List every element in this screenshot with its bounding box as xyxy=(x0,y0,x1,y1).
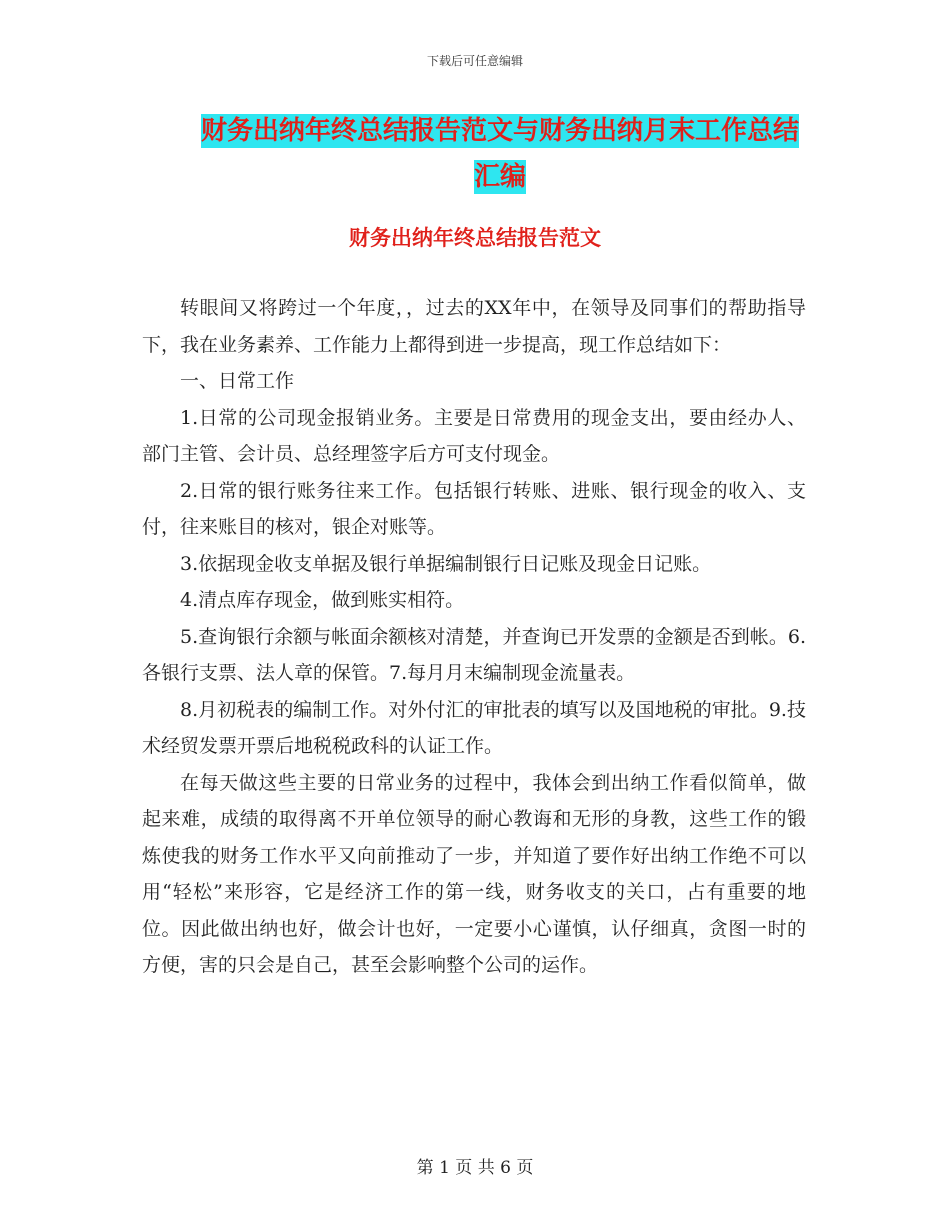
document-title-line-2: 汇编 xyxy=(473,162,526,192)
paragraph-item-4: 4.清点库存现金，做到账实相符。 xyxy=(180,589,465,611)
paragraph-item-1: 1.日常的公司现金报销业务。主要是日常费用的现金支出，要由经办人、部门主管、会计员、总经理签字后方可支付现金。 xyxy=(142,406,806,465)
paragraph-item-8-9: 8.月初税表的编制工作。对外付汇的审批表的填写以及国地税的审批。9.技术经贸发票开票后地税税政科的认证工作。 xyxy=(142,698,806,757)
paragraph-subheading-daily-work: 一、日常工作 xyxy=(180,370,295,392)
paragraph-item-2: 2.日常的银行账务往来工作。包括银行转账、进账、银行现金的收入、支付，往来账目的核对，银企对账等。 xyxy=(142,479,806,538)
document-title-line-1: 财务出纳年终总结报告范文与财务出纳月末工作总结 xyxy=(200,116,799,146)
body-text xyxy=(142,290,806,984)
section-heading: 财务出纳年终总结报告范文 xyxy=(349,226,601,250)
document-title xyxy=(140,108,860,200)
paragraph-reflection: 在每天做这些主要的日常业务的过程中，我体会到出纳工作看似简单，做起来难，成绩的取得离不开单位领导的耐心教诲和无形的身教，这些工作的锻炼使我的财务工作水平又向前推动了一步，并知道了要作好出纳工作绝不可以用“轻松”来形容，它是经济工作的第一线，财务收支的关口，占有重要的地位。因此做出纳也好，做会计也好，一定要小心谨慎，认仔细真，贪图一时的方便，害的只会是自己，甚至会影响整个公司的运作。 xyxy=(142,771,806,976)
paragraph-item-3: 3.依据现金收支单据及银行单据编制银行日记账及现金日记账。 xyxy=(180,552,712,575)
paragraph-intro: 转眼间又将跨过一个年度，，过去的XX年中，在领导及同事们的帮助指导下，我在业务素养、工作能力上都得到进一步提高，现工作总结如下： xyxy=(142,297,806,356)
paragraph-item-5-7: 5.查询银行余额与帐面余额核对清楚，并查询已开发票的金额是否到帐。6.各银行支票、法人章的保管。7.每月月末编制现金流量表。 xyxy=(142,625,806,684)
page-footer-page-number: 第 1 页 共 6 页 xyxy=(416,1158,534,1178)
page-header-note: 下载后可任意编辑 xyxy=(426,54,523,68)
